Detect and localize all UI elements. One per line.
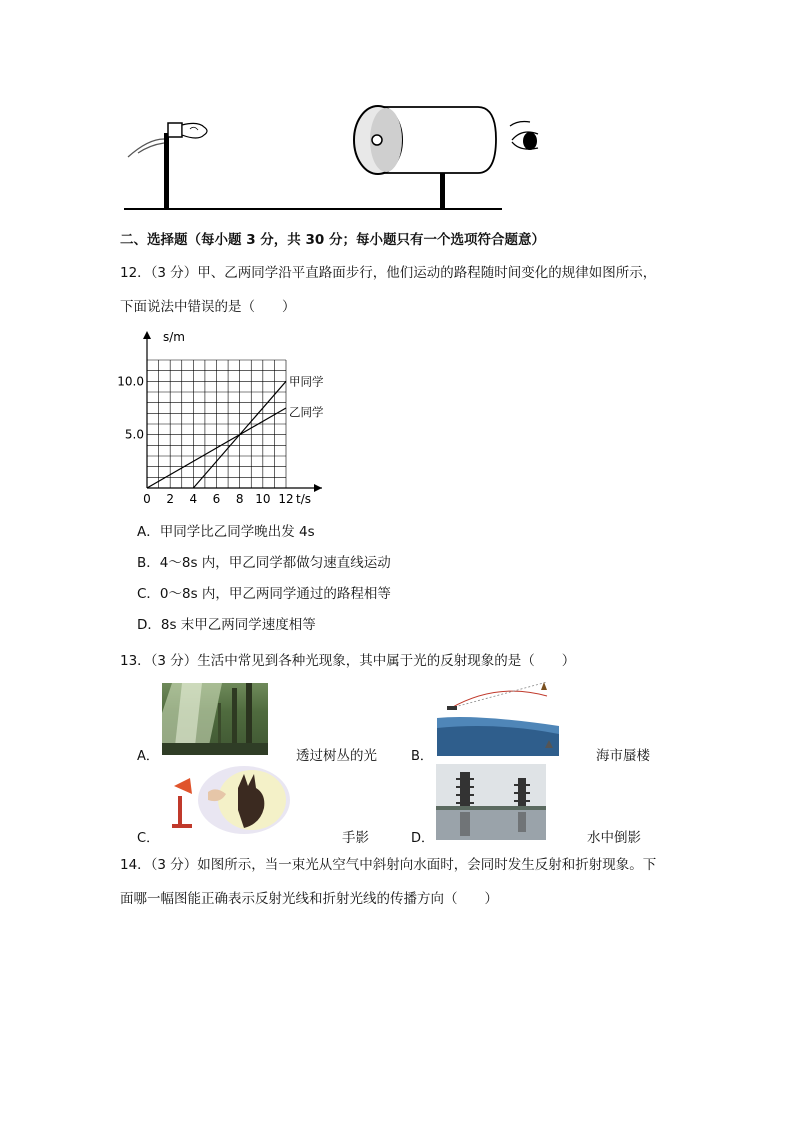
series-label-2: 乙同学 — [289, 405, 324, 419]
lamp-socket — [168, 123, 182, 137]
forest-light-photo[interactable] — [162, 683, 268, 755]
y-axis-label: s/m — [163, 330, 185, 344]
q12-option-d[interactable]: D．8s 末甲乙两同学速度相等 — [137, 617, 316, 633]
q13-option-a-caption: 透过树丛的光 — [296, 748, 377, 764]
x-tick-label: 12 — [278, 492, 294, 506]
q12-option-c[interactable]: C．0～8s 内，甲乙两同学通过的路程相等 — [137, 586, 391, 602]
lamp-cord — [128, 139, 164, 157]
y-tick-label: 5.0 — [124, 427, 144, 442]
pagoda-reflection-photo[interactable] — [436, 764, 546, 840]
q13-option-a-letter[interactable]: A． — [137, 749, 159, 764]
q12-option-a[interactable]: A．甲同学比乙同学晚出发 4s — [137, 524, 315, 540]
q12-option-b[interactable]: B．4～8s 内，甲乙同学都做匀速直线运动 — [137, 555, 391, 571]
x-tick-label: 6 — [212, 492, 221, 506]
pinhole — [372, 135, 382, 145]
mirage-illustration[interactable] — [437, 678, 559, 756]
y-axis-arrow — [143, 331, 151, 339]
q13-option-d-letter[interactable]: D． — [411, 831, 435, 846]
q13-option-d-caption: 水中倒影 — [587, 830, 641, 846]
q13-option-b-caption: 海市蜃楼 — [596, 748, 650, 764]
x-axis-label: t/s — [296, 492, 311, 506]
q12-stem-line1: 12．（3 分）甲、乙两同学沿平直路面步行，他们运动的路程随时间变化的规律如图所示， — [120, 265, 657, 281]
distance-time-chart — [110, 325, 340, 510]
q14-stem-line2: 面哪一幅图能正确表示反射光线和折射光线的传播方向（ ） — [120, 891, 498, 907]
camera-stand — [440, 173, 445, 209]
x-tick-label: 4 — [189, 492, 198, 506]
x-tick-label: 0 — [143, 492, 151, 506]
bulb-icon — [182, 123, 207, 138]
hand-shadow-illustration[interactable] — [164, 766, 290, 838]
x-tick-label: 8 — [235, 492, 244, 506]
series-label-1: 甲同学 — [289, 374, 324, 389]
q13-stem: 13．（3 分）生活中常见到各种光现象，其中属于光的反射现象的是（ ） — [120, 653, 576, 669]
q14-stem-line1: 14．（3 分）如图所示，当一束光从空气中斜射向水面时，会同时发生反射和折射现象。下 — [120, 857, 657, 873]
x-axis-arrow — [314, 484, 322, 492]
q13-option-c-caption: 手影 — [342, 830, 369, 846]
lamp-stand — [164, 133, 169, 209]
section-heading: 二、选择题（每小题 3 分，共 30 分；每小题只有一个选项符合题意） — [120, 232, 545, 248]
x-tick-label: 10 — [255, 492, 271, 506]
q13-option-b-letter[interactable]: B． — [411, 749, 433, 764]
apparatus-figure — [118, 95, 508, 215]
y-tick-label: 10.0 — [117, 374, 144, 389]
q13-option-c-letter[interactable]: C． — [137, 831, 160, 846]
eye-icon — [504, 118, 548, 162]
x-tick-label: 2 — [166, 492, 174, 506]
q12-stem-line2: 下面说法中错误的是（ ） — [120, 299, 296, 315]
